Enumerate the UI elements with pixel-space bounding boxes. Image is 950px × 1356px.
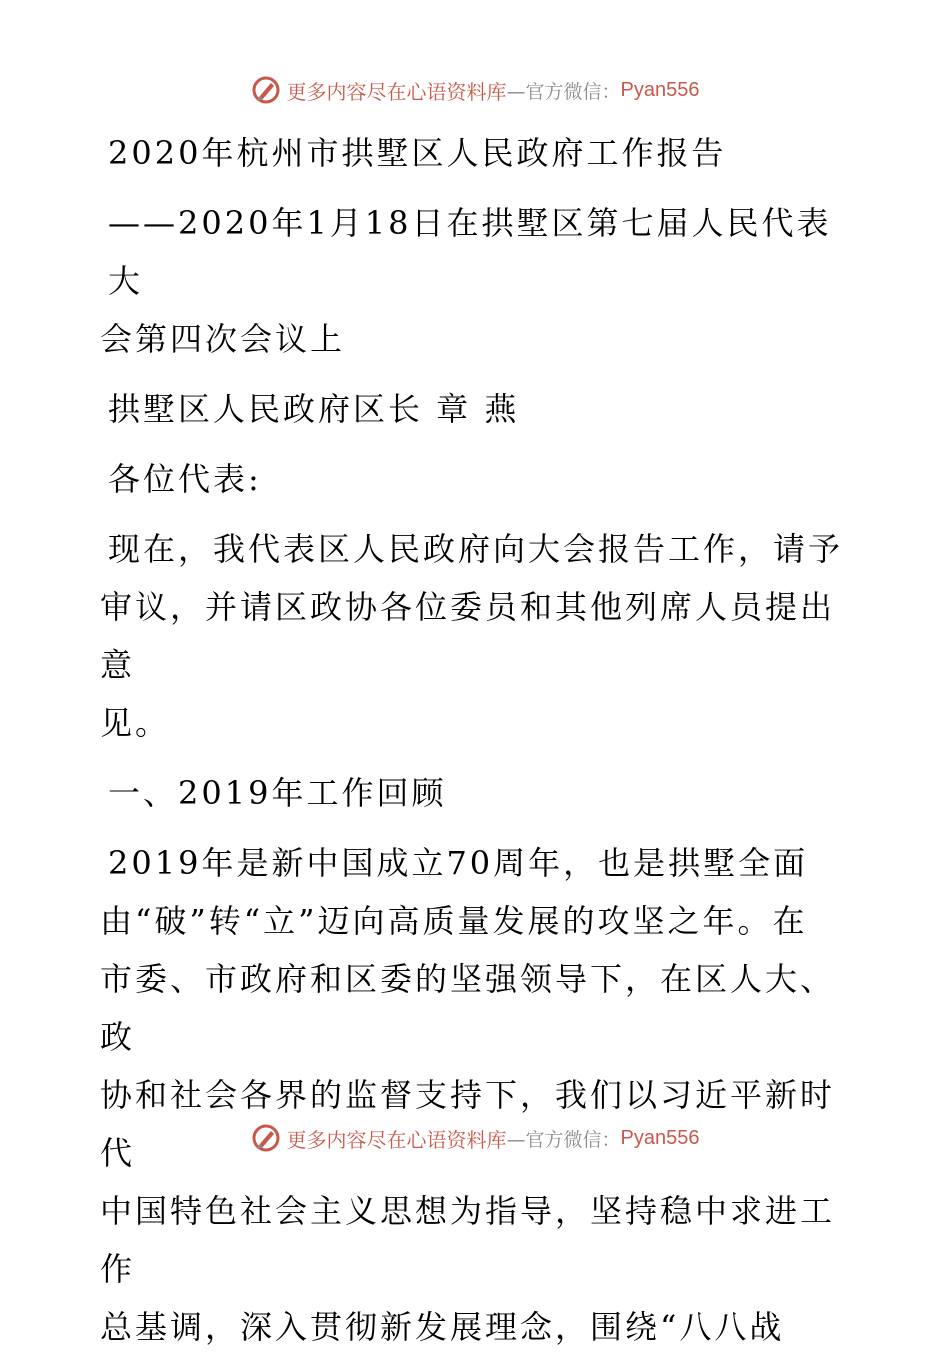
document-salutation: 各位代表: (108, 460, 262, 498)
document-body (100, 124, 860, 1356)
watermark-sub-text: —官方微信： (506, 1128, 621, 1151)
watermark-main-text: 更多内容尽在心语资料库 (286, 1127, 507, 1152)
document-subtitle-line1: ——2020年1月18日在拱墅区第七届人民代表大 (108, 204, 832, 300)
body-line2: 由“破”转“立”迈向高质量发展的攻坚之年。在 (100, 902, 808, 940)
document-subtitle-line2: 会第四次会议上 (100, 320, 346, 358)
body-line1: 2019年是新中国成立70周年，也是拱墅全面 (108, 844, 809, 882)
body-line5: 中国特色社会主义思想为指导，坚持稳中求进工作 (100, 1192, 836, 1288)
intro-line1: 现在，我代表区人民政府向大会报告工作，请予 (108, 530, 844, 568)
watermark-main-text: 更多内容尽在心语资料库 (286, 79, 507, 104)
watermark-footer (0, 1118, 950, 1158)
document-title: 2020年杭州市拱墅区人民政府工作报告 (108, 134, 727, 172)
body-line3: 市委、市政府和区委的坚强领导下，在区人大、政 (100, 960, 836, 1056)
watermark-wechat-id: Pyan556 (620, 1126, 700, 1149)
pen-logo-icon (251, 75, 281, 105)
section1-heading: 一、2019年工作回顾 (108, 774, 447, 812)
watermark-header (0, 70, 950, 110)
watermark-sub-text: —官方微信： (506, 80, 621, 103)
pen-logo-icon (251, 1123, 281, 1153)
body-line6: 总基调，深入贯彻新发展理念，围绕“八八战 (100, 1308, 785, 1346)
document-speaker: 拱墅区人民政府区长 章 燕 (108, 390, 520, 428)
body-line4: 协和社会各界的监督支持下，我们以习近平新时代 (100, 1076, 836, 1172)
watermark-wechat-id: Pyan556 (620, 78, 700, 101)
intro-line2: 审议，并请区政协各位委员和其他列席人员提出意 (100, 588, 836, 684)
intro-line3: 见。 (100, 704, 171, 742)
